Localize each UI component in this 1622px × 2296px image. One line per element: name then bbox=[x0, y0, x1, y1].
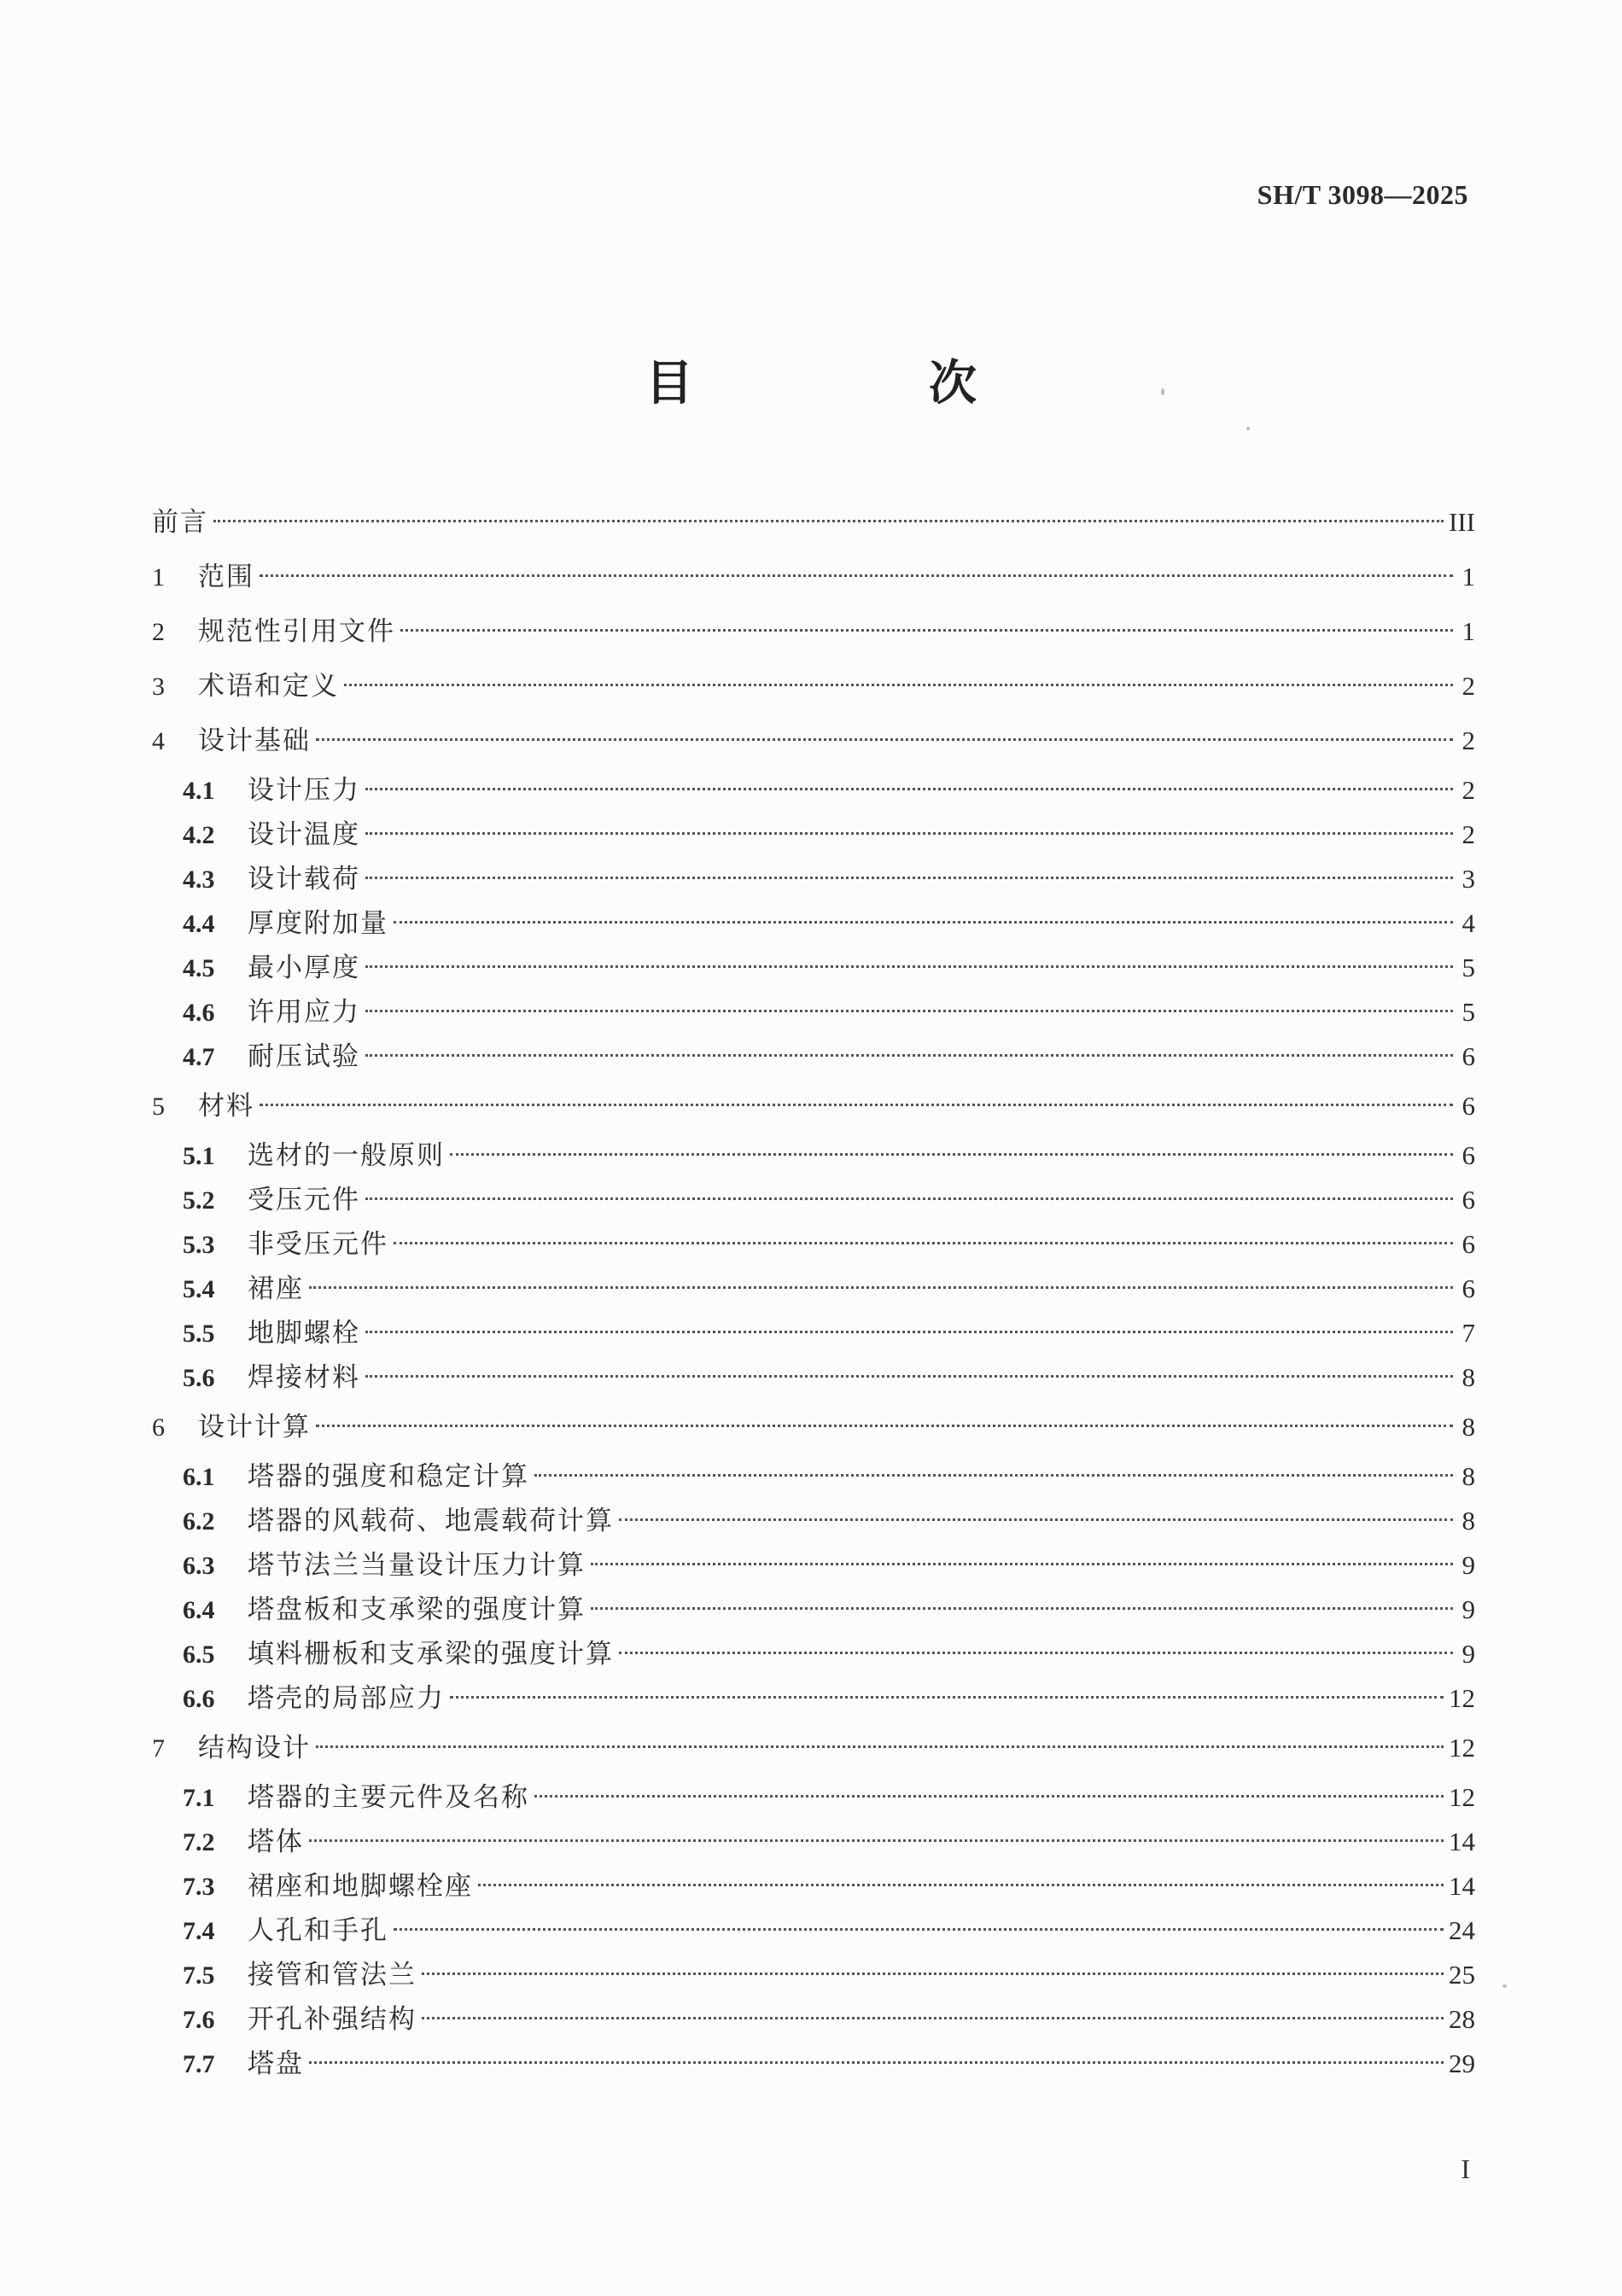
toc-entry[interactable] bbox=[152, 1454, 1475, 1499]
toc-entry-title: 非受压元件 bbox=[248, 1229, 388, 1260]
toc-entry-number: 4.5 bbox=[183, 954, 215, 982]
toc-entry-title: 许用应力 bbox=[248, 997, 360, 1028]
toc-dot-leader bbox=[365, 1375, 1453, 1378]
toc-entry-number: 5.4 bbox=[183, 1275, 215, 1303]
toc-dot-leader bbox=[534, 1474, 1453, 1477]
toc-entry-number: 2 bbox=[152, 618, 165, 646]
toc-entry[interactable] bbox=[152, 659, 1475, 714]
toc-entry-page: 8 bbox=[1462, 1461, 1475, 1491]
toc-entry[interactable] bbox=[152, 1355, 1475, 1400]
toc-entry[interactable] bbox=[152, 1721, 1475, 1775]
toc-entry[interactable] bbox=[152, 1079, 1475, 1133]
toc-entry[interactable] bbox=[152, 901, 1475, 946]
toc-entry-number: 7.4 bbox=[183, 1917, 215, 1945]
toc-entry-page: 6 bbox=[1462, 1273, 1475, 1303]
toc-entry-number: 4.2 bbox=[183, 821, 215, 849]
toc-entry[interactable] bbox=[152, 495, 1475, 550]
toc-entry[interactable] bbox=[152, 813, 1475, 857]
toc-entry-title: 塔盘 bbox=[248, 2048, 304, 2079]
toc-entry-number: 4.1 bbox=[183, 777, 215, 805]
toc-dot-leader bbox=[365, 1054, 1453, 1057]
toc-entry-title: 塔体 bbox=[248, 1827, 304, 1857]
document-code: SH/T 3098—2025 bbox=[1257, 179, 1468, 210]
toc-dot-leader bbox=[450, 1153, 1453, 1156]
toc-dot-leader bbox=[591, 1607, 1453, 1610]
toc-dot-leader bbox=[394, 1242, 1453, 1244]
toc-entry-title: 受压元件 bbox=[248, 1185, 360, 1215]
toc-entry-title: 裙座和地脚螺栓座 bbox=[248, 1871, 473, 1902]
toc-dot-leader bbox=[365, 965, 1453, 968]
toc-entry-number: 6.5 bbox=[183, 1640, 215, 1669]
toc-entry-number: 4.4 bbox=[183, 910, 215, 938]
toc-entry-page: 2 bbox=[1462, 726, 1475, 755]
toc-entry-number: 6.1 bbox=[183, 1463, 215, 1491]
toc-entry-title: 设计计算 bbox=[198, 1412, 311, 1442]
toc-entry-number: 6.2 bbox=[183, 1507, 215, 1536]
toc-entry-number: 5.6 bbox=[183, 1364, 215, 1392]
toc-entry-page: 12 bbox=[1449, 1683, 1475, 1713]
toc-entry[interactable] bbox=[152, 1820, 1475, 1864]
toc-entry-number: 3 bbox=[152, 673, 165, 701]
toc-entry-page: 25 bbox=[1449, 1960, 1475, 1990]
toc-entry-page: 8 bbox=[1462, 1362, 1475, 1392]
toc-entry-number: 4.6 bbox=[183, 999, 215, 1027]
toc-entry[interactable] bbox=[152, 1499, 1475, 1543]
toc-entry-title: 厚度附加量 bbox=[248, 908, 388, 939]
scan-speck bbox=[1246, 427, 1250, 430]
toc-entry-title: 塔节法兰当量设计压力计算 bbox=[248, 1550, 586, 1581]
toc-dot-leader bbox=[619, 1652, 1453, 1654]
toc-entry-page: 2 bbox=[1462, 775, 1475, 805]
toc-entry-page: 6 bbox=[1462, 1229, 1475, 1259]
toc-dot-leader bbox=[619, 1518, 1453, 1521]
toc-entry-page: 29 bbox=[1449, 2048, 1475, 2078]
toc-entry-number: 7.2 bbox=[183, 1828, 215, 1856]
toc-entry-page: 14 bbox=[1449, 1827, 1475, 1856]
toc-entry[interactable] bbox=[152, 1400, 1475, 1454]
toc-entry-title: 设计温度 bbox=[248, 819, 360, 850]
toc-dot-leader bbox=[316, 1745, 1444, 1748]
toc-dot-leader bbox=[365, 1331, 1453, 1333]
toc-dot-leader bbox=[591, 1563, 1453, 1565]
toc-entry-title: 术语和定义 bbox=[198, 671, 339, 702]
toc-entry-number: 7.5 bbox=[183, 1961, 215, 1990]
scan-speck bbox=[1502, 1984, 1507, 1988]
toc-entry-number: 4 bbox=[152, 727, 165, 755]
toc-entry-title: 结构设计 bbox=[198, 1733, 311, 1763]
toc-entry-title: 耐压试验 bbox=[248, 1041, 360, 1072]
toc-dot-leader bbox=[365, 877, 1453, 879]
toc-entry-page: 1 bbox=[1462, 616, 1475, 646]
toc-entry-number: 5.2 bbox=[183, 1186, 215, 1215]
toc-entry-title: 开孔补强结构 bbox=[248, 2004, 417, 2035]
page-title: 目 次 bbox=[645, 356, 1071, 411]
toc-entry-number: 7 bbox=[152, 1734, 165, 1763]
toc-dot-leader bbox=[365, 788, 1453, 790]
toc-entry-title: 填料栅板和支承梁的强度计算 bbox=[248, 1639, 614, 1670]
toc-dot-leader bbox=[365, 1010, 1453, 1012]
toc-entry[interactable] bbox=[152, 1311, 1475, 1355]
toc-entry-page: 4 bbox=[1462, 908, 1475, 938]
toc-entry[interactable] bbox=[152, 1953, 1475, 1997]
scan-speck bbox=[1161, 388, 1164, 395]
toc-entry[interactable] bbox=[152, 1676, 1475, 1721]
toc-entry-number: 7.7 bbox=[183, 2050, 215, 2078]
toc-entry[interactable] bbox=[152, 857, 1475, 901]
toc-dot-leader bbox=[365, 832, 1453, 835]
toc-entry-number: 5.5 bbox=[183, 1320, 215, 1348]
toc-entry-number: 4.3 bbox=[183, 865, 215, 894]
toc-entry-number: 5.3 bbox=[183, 1231, 215, 1259]
toc-entry-title: 最小厚度 bbox=[248, 953, 360, 983]
toc-entry-title: 规范性引用文件 bbox=[198, 616, 395, 647]
toc-entry[interactable] bbox=[152, 550, 1475, 604]
toc-entry-title: 前言 bbox=[152, 507, 208, 538]
toc-entry-title: 塔壳的局部应力 bbox=[248, 1683, 445, 1714]
toc-entry-number: 4.7 bbox=[183, 1043, 215, 1071]
toc-entry[interactable] bbox=[152, 1997, 1475, 2042]
toc-entry-page: 6 bbox=[1462, 1185, 1475, 1215]
toc-entry-page: 12 bbox=[1449, 1733, 1475, 1763]
toc-dot-leader bbox=[260, 1104, 1453, 1106]
toc-entry-title: 地脚螺栓 bbox=[248, 1318, 360, 1349]
toc-dot-leader bbox=[478, 1884, 1444, 1886]
toc-entry-page: 24 bbox=[1449, 1915, 1475, 1945]
toc-entry[interactable] bbox=[152, 604, 1475, 659]
toc-entry-number: 6.3 bbox=[183, 1552, 215, 1580]
toc-entry-page: 9 bbox=[1462, 1639, 1475, 1669]
toc-entry-number: 5.1 bbox=[183, 1142, 215, 1170]
toc-entry[interactable] bbox=[152, 1222, 1475, 1267]
toc-entry-number: 6.6 bbox=[183, 1685, 215, 1713]
toc-entry-title: 设计载荷 bbox=[248, 864, 360, 895]
toc-entry[interactable] bbox=[152, 714, 1475, 768]
page-number: I bbox=[1461, 2153, 1470, 2184]
toc-entry[interactable] bbox=[152, 1133, 1475, 1178]
toc-entry[interactable] bbox=[152, 1178, 1475, 1222]
toc-entry-page: 28 bbox=[1449, 2004, 1475, 2034]
toc-entry[interactable] bbox=[152, 2042, 1475, 2086]
toc-dot-leader bbox=[344, 684, 1453, 686]
toc-entry-title: 设计压力 bbox=[248, 775, 360, 806]
toc-dot-leader bbox=[316, 1425, 1453, 1427]
toc-entry-title: 设计基础 bbox=[198, 726, 311, 756]
toc-entry-title: 塔盘板和支承梁的强度计算 bbox=[248, 1594, 586, 1625]
toc-entry-title: 裙座 bbox=[248, 1273, 304, 1304]
toc-entry-number: 6 bbox=[152, 1413, 165, 1442]
toc-entry[interactable] bbox=[152, 768, 1475, 813]
toc-entry-page: 1 bbox=[1462, 562, 1475, 591]
toc-entry-title: 范围 bbox=[198, 562, 254, 592]
toc-dot-leader bbox=[260, 574, 1453, 577]
toc-entry-title: 接管和管法兰 bbox=[248, 1960, 417, 1990]
toc-entry[interactable] bbox=[152, 1908, 1475, 1953]
toc-dot-leader bbox=[450, 1696, 1444, 1699]
toc-entry-page: 2 bbox=[1462, 819, 1475, 849]
toc-dot-leader bbox=[394, 921, 1453, 924]
toc-entry-title: 材料 bbox=[198, 1091, 254, 1122]
toc-entry-number: 7.1 bbox=[183, 1784, 215, 1812]
toc-entry-page: III bbox=[1449, 507, 1475, 537]
toc-entry[interactable] bbox=[152, 1543, 1475, 1588]
toc-entry-page: 3 bbox=[1462, 864, 1475, 894]
toc-entry-number: 7.6 bbox=[183, 2006, 215, 2034]
toc-entry-number: 5 bbox=[152, 1093, 165, 1121]
toc-entry-title: 人孔和手孔 bbox=[248, 1915, 388, 1946]
toc-dot-leader bbox=[309, 1839, 1444, 1842]
toc-entry-title: 选材的一般原则 bbox=[248, 1140, 445, 1171]
toc-entry[interactable] bbox=[152, 1588, 1475, 1632]
toc-entry[interactable] bbox=[152, 1034, 1475, 1079]
toc-entry-page: 6 bbox=[1462, 1091, 1475, 1121]
toc-entry-title: 塔器的风载荷、地震载荷计算 bbox=[248, 1506, 614, 1536]
toc-entry-page: 6 bbox=[1462, 1041, 1475, 1071]
toc-dot-leader bbox=[400, 629, 1453, 632]
toc-entry[interactable] bbox=[152, 990, 1475, 1034]
toc-entry[interactable] bbox=[152, 1632, 1475, 1676]
toc-dot-leader bbox=[394, 1928, 1444, 1931]
toc-dot-leader bbox=[213, 520, 1444, 522]
toc-dot-leader bbox=[316, 738, 1453, 741]
toc-entry-number: 6.4 bbox=[183, 1596, 215, 1624]
toc-entry-page: 7 bbox=[1462, 1318, 1475, 1348]
toc-entry-number: 7.3 bbox=[183, 1873, 215, 1901]
toc-dot-leader bbox=[365, 1198, 1453, 1200]
toc-entry[interactable] bbox=[152, 946, 1475, 990]
toc-entry-title: 焊接材料 bbox=[248, 1362, 360, 1393]
toc-entry-page: 12 bbox=[1449, 1782, 1475, 1812]
toc-entry-title: 塔器的强度和稳定计算 bbox=[248, 1461, 529, 1492]
toc-entry-page: 9 bbox=[1462, 1594, 1475, 1624]
toc-entry-page: 9 bbox=[1462, 1550, 1475, 1580]
toc-entry-title: 塔器的主要元件及名称 bbox=[248, 1782, 529, 1813]
toc-entry-page: 5 bbox=[1462, 997, 1475, 1027]
toc-entry-page: 8 bbox=[1462, 1412, 1475, 1442]
toc-dot-leader bbox=[422, 2017, 1444, 2019]
toc-entry[interactable] bbox=[152, 1267, 1475, 1311]
toc-entry[interactable] bbox=[152, 1775, 1475, 1820]
toc-entry-page: 8 bbox=[1462, 1506, 1475, 1536]
toc-entry-page: 2 bbox=[1462, 671, 1475, 701]
toc-dot-leader bbox=[422, 1973, 1444, 1975]
toc-entry-page: 6 bbox=[1462, 1140, 1475, 1170]
toc-entry-number: 1 bbox=[152, 563, 165, 591]
toc-dot-leader bbox=[309, 1286, 1453, 1289]
toc-dot-leader bbox=[534, 1795, 1444, 1798]
toc-entry-page: 5 bbox=[1462, 953, 1475, 982]
toc-entry-page: 14 bbox=[1449, 1871, 1475, 1901]
table-of-contents bbox=[152, 495, 1475, 2086]
toc-entry[interactable] bbox=[152, 1864, 1475, 1908]
toc-dot-leader bbox=[309, 2061, 1444, 2064]
